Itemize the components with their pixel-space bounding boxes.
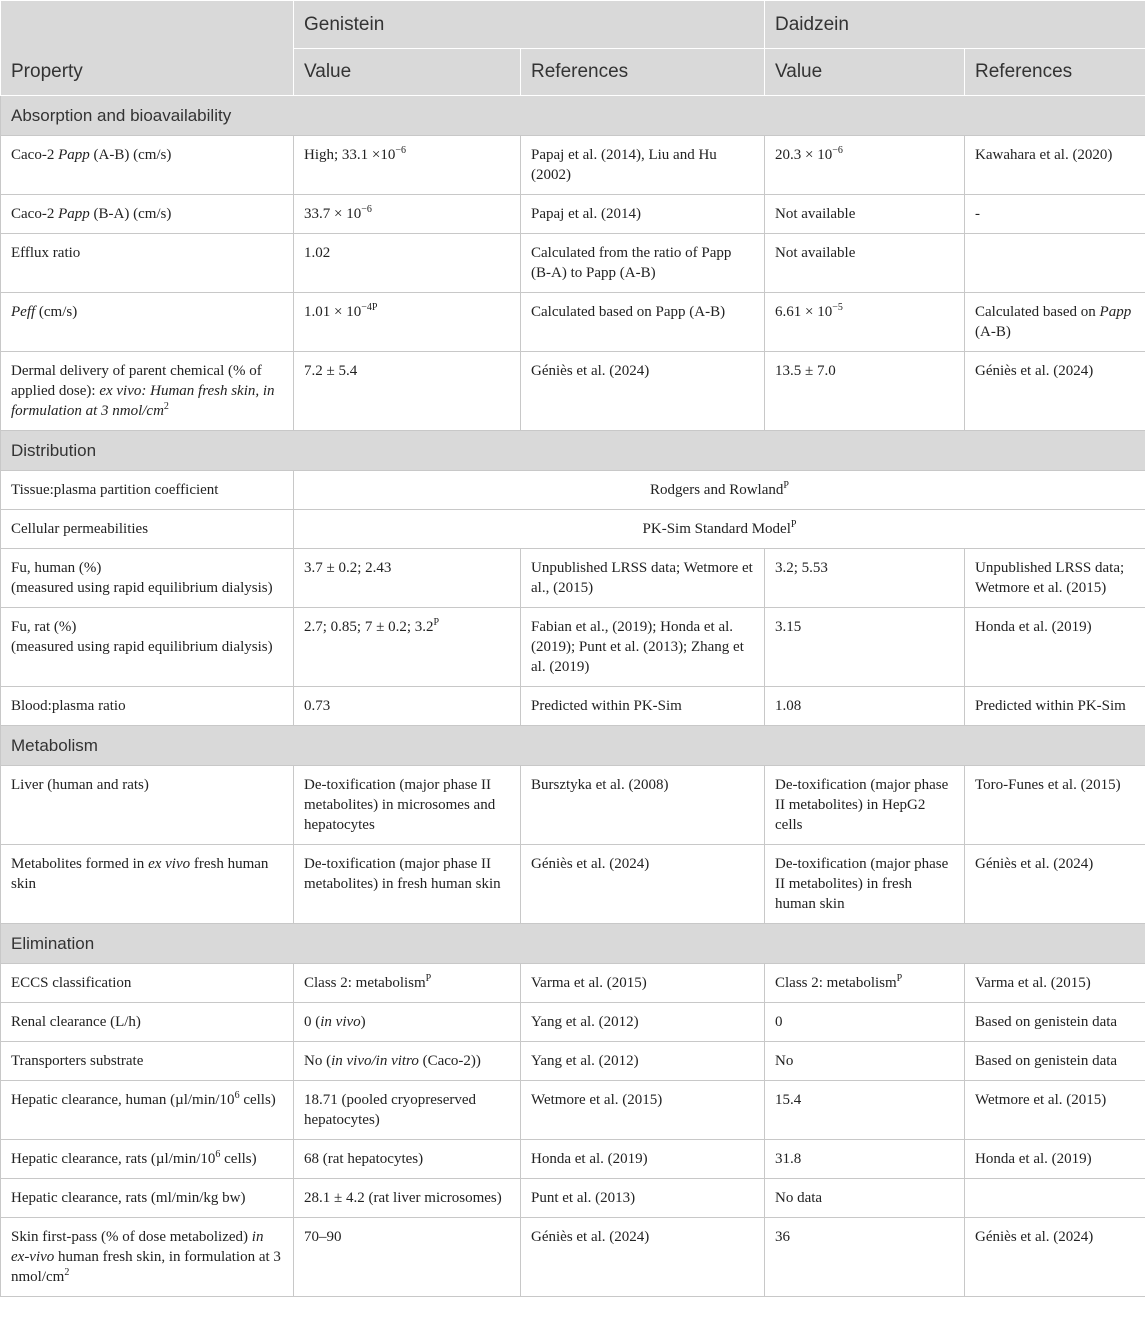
italic-text: Papp xyxy=(1099,304,1132,320)
daidzein-reference-cell: Based on genistein data xyxy=(965,1042,1145,1081)
daidzein-reference-cell: Géniès et al. (2024) xyxy=(965,352,1145,431)
section-title: Absorption and bioavailability xyxy=(1,96,1145,136)
property-column-header: Property xyxy=(1,1,294,96)
genistein-reference-cell: Géniès et al. (2024) xyxy=(521,352,765,431)
daidzein-reference-cell: Honda et al. (2019) xyxy=(965,608,1145,687)
genistein-reference-cell: Calculated based on Papp (A-B) xyxy=(521,293,765,352)
table-row xyxy=(1,608,1145,687)
genistein-reference-cell: Honda et al. (2019) xyxy=(521,1140,765,1179)
property-cell: Transporters substrate xyxy=(1,1042,294,1081)
section-title: Metabolism xyxy=(1,726,1145,766)
daidzein-reference-cell: Géniès et al. (2024) xyxy=(965,1218,1145,1297)
daidzein-value-cell: 15.4 xyxy=(765,1081,965,1140)
table-row xyxy=(1,964,1145,1003)
genistein-reference-cell: Géniès et al. (2024) xyxy=(521,1218,765,1297)
daidzein-group-header: Daidzein xyxy=(765,1,1145,49)
genistein-reference-cell: Calculated from the ratio of Papp (B-A) to Papp (A-B) xyxy=(521,234,765,293)
genistein-value-cell: De-toxification (major phase II metabolites) in fresh human skin xyxy=(294,845,521,924)
genistein-reference-cell: Yang et al. (2012) xyxy=(521,1003,765,1042)
table-row xyxy=(1,549,1145,608)
daidzein-value-cell: 0 xyxy=(765,1003,965,1042)
section-title: Distribution xyxy=(1,431,1145,471)
daidzein-reference-cell xyxy=(965,234,1145,293)
genistein-value-cell: De-toxification (major phase II metabolites) in microsomes and hepatocytes xyxy=(294,766,521,845)
property-cell: Hepatic clearance, rats ($\mu l/\min/10^6$ cells) xyxy=(1,1140,294,1179)
genistein-reference-cell: Papaj et al. (2014), Liu and Hu (2002) xyxy=(521,136,765,195)
table-row xyxy=(1,352,1145,431)
table-body xyxy=(1,96,1145,1297)
section-row xyxy=(1,96,1145,136)
superscript: P xyxy=(896,973,903,984)
genistein-value-cell: 70–90 xyxy=(294,1218,521,1297)
italic-text: ex vivo xyxy=(148,856,191,872)
genistein-value-header: Value xyxy=(294,49,521,96)
section-row xyxy=(1,431,1145,471)
italic-text: Papp xyxy=(58,206,90,222)
genistein-reference-cell: Punt et al. (2013) xyxy=(521,1179,765,1218)
genistein-references-header: References xyxy=(521,49,765,96)
table-row xyxy=(1,687,1145,726)
table-row xyxy=(1,1140,1145,1179)
daidzein-value-cell: $6.61 \times 10^{-5}$ xyxy=(765,293,965,352)
table-row xyxy=(1,1003,1145,1042)
italic-text: Peff xyxy=(11,304,36,320)
italic-text: in vivo/in vitro xyxy=(331,1053,419,1069)
property-cell: Fu, human (%) (measured using rapid equilibrium dialysis) xyxy=(1,549,294,608)
superscript: 2 xyxy=(163,401,169,412)
property-cell: Caco-2 Papp (A-B) (cm/s) xyxy=(1,136,294,195)
genistein-reference-cell: Géniès et al. (2024) xyxy=(521,845,765,924)
genistein-reference-cell: Papaj et al. (2014) xyxy=(521,195,765,234)
superscript: −4P xyxy=(361,302,378,313)
genistein-reference-cell: Wetmore et al. (2015) xyxy=(521,1081,765,1140)
superscript: −6 xyxy=(832,145,843,156)
superscript: −5 xyxy=(832,302,843,313)
daidzein-value-header: Value xyxy=(765,49,965,96)
genistein-value-cell: 2.7; 0.85; 7 ± 0.2; $3.2^P$ xyxy=(294,608,521,687)
genistein-reference-cell: Bursztyka et al. (2008) xyxy=(521,766,765,845)
superscript: P xyxy=(433,617,440,628)
table-row xyxy=(1,136,1145,195)
superscript: P xyxy=(783,480,789,491)
genistein-value-cell: 18.71 (pooled cryopreserved hepatocytes) xyxy=(294,1081,521,1140)
property-cell: Fu, rat (%) (measured using rapid equilibrium dialysis) xyxy=(1,608,294,687)
table-row xyxy=(1,293,1145,352)
table-row xyxy=(1,845,1145,924)
daidzein-reference-cell: - xyxy=(965,195,1145,234)
superscript: 6 xyxy=(234,1090,240,1101)
superscript: 6 xyxy=(215,1149,221,1160)
genistein-value-cell: 28.1 ± 4.2 (rat liver microsomes) xyxy=(294,1179,521,1218)
daidzein-reference-cell: Toro-Funes et al. (2015) xyxy=(965,766,1145,845)
genistein-value-cell: 68 (rat hepatocytes) xyxy=(294,1140,521,1179)
superscript: 2 xyxy=(64,1267,70,1278)
table-row xyxy=(1,471,1145,510)
genistein-reference-cell: Unpublished LRSS data; Wetmore et al., (2015) xyxy=(521,549,765,608)
merged-value-cell: PK-Sim Standard Model$^P$ xyxy=(294,510,1145,549)
table-row xyxy=(1,1081,1145,1140)
genistein-reference-cell: Predicted within PK-Sim xyxy=(521,687,765,726)
italic-text: in ex-vivo xyxy=(11,1229,264,1265)
daidzein-reference-cell xyxy=(965,1179,1145,1218)
genistein-reference-cell: Yang et al. (2012) xyxy=(521,1042,765,1081)
property-cell: Liver (human and rats) xyxy=(1,766,294,845)
table-row xyxy=(1,510,1145,549)
daidzein-value-cell: 36 xyxy=(765,1218,965,1297)
property-cell: Peff (cm/s) xyxy=(1,293,294,352)
table-row xyxy=(1,1218,1145,1297)
daidzein-reference-cell: Calculated based on Papp (A-B) xyxy=(965,293,1145,352)
superscript: P xyxy=(425,973,432,984)
daidzein-value-cell: Not available xyxy=(765,234,965,293)
table-row xyxy=(1,766,1145,845)
property-cell: Blood:plasma ratio xyxy=(1,687,294,726)
genistein-group-header: Genistein xyxy=(294,1,765,49)
daidzein-value-cell: Not available xyxy=(765,195,965,234)
daidzein-value-cell: 31.8 xyxy=(765,1140,965,1179)
section-title: Elimination xyxy=(1,924,1145,964)
property-cell: Renal clearance (L/h) xyxy=(1,1003,294,1042)
daidzein-reference-cell: Honda et al. (2019) xyxy=(965,1140,1145,1179)
daidzein-value-cell: No xyxy=(765,1042,965,1081)
property-cell: Hepatic clearance, human ($\mu l/\min/10^6$ cells) xyxy=(1,1081,294,1140)
daidzein-reference-cell: Varma et al. (2015) xyxy=(965,964,1145,1003)
daidzein-value-cell: 3.15 xyxy=(765,608,965,687)
italic-text: Papp xyxy=(58,147,90,163)
genistein-value-cell: 3.7 ± 0.2; 2.43 xyxy=(294,549,521,608)
property-cell: Efflux ratio xyxy=(1,234,294,293)
genistein-value-cell: 0 (in vivo) xyxy=(294,1003,521,1042)
daidzein-reference-cell: Unpublished LRSS data; Wetmore et al. (2015) xyxy=(965,549,1145,608)
table-header xyxy=(1,1,1145,96)
daidzein-value-cell: Class 2: metabolism$^P$ xyxy=(765,964,965,1003)
table-row xyxy=(1,1179,1145,1218)
superscript: −6 xyxy=(361,204,372,215)
genistein-reference-cell: Fabian et al., (2019); Honda et al. (2019); Punt et al. (2013); Zhang et al. (2019) xyxy=(521,608,765,687)
daidzein-reference-cell: Kawahara et al. (2020) xyxy=(965,136,1145,195)
daidzein-value-cell: De-toxification (major phase II metabolites) in HepG2 cells xyxy=(765,766,965,845)
genistein-value-cell: 1.02 xyxy=(294,234,521,293)
genistein-value-cell: $33.7 \times 10^{-6}$ xyxy=(294,195,521,234)
superscript: −6 xyxy=(395,145,407,156)
property-cell: ECCS classification xyxy=(1,964,294,1003)
table-row xyxy=(1,1042,1145,1081)
property-cell: Tissue:plasma partition coefficient xyxy=(1,471,294,510)
italic-text: in vivo xyxy=(320,1014,361,1030)
genistein-value-cell: 0.73 xyxy=(294,687,521,726)
table-row xyxy=(1,234,1145,293)
italic-text: ex vivo: Human fresh skin, in formulation at 3 nmol/cm xyxy=(11,383,275,419)
genistein-value-cell: No (in vivo/in vitro (Caco-2)) xyxy=(294,1042,521,1081)
daidzein-reference-cell: Géniès et al. (2024) xyxy=(965,845,1145,924)
genistein-value-cell: 7.2 ± 5.4 xyxy=(294,352,521,431)
property-cell: Skin first-pass (% of dose metabolized) in ex-vivo human fresh skin, in formulation at 3 nmol/$cm^2$ xyxy=(1,1218,294,1297)
daidzein-references-header: References xyxy=(965,49,1145,96)
table-row xyxy=(1,195,1145,234)
property-cell: Cellular permeabilities xyxy=(1,510,294,549)
merged-value-cell: Rodgers and Rowland$^P$ xyxy=(294,471,1145,510)
daidzein-value-cell: 13.5 ± 7.0 xyxy=(765,352,965,431)
daidzein-value-cell: De-toxification (major phase II metabolites) in fresh human skin xyxy=(765,845,965,924)
daidzein-reference-cell: Wetmore et al. (2015) xyxy=(965,1081,1145,1140)
daidzein-reference-cell: Based on genistein data xyxy=(965,1003,1145,1042)
section-row xyxy=(1,726,1145,766)
property-cell: Hepatic clearance, rats (ml/min/kg bw) xyxy=(1,1179,294,1218)
property-cell: Caco-2 Papp (B-A) (cm/s) xyxy=(1,195,294,234)
daidzein-value-cell: 3.2; 5.53 xyxy=(765,549,965,608)
daidzein-value-cell: $20.3 \times 10^{-6}$ xyxy=(765,136,965,195)
section-row xyxy=(1,924,1145,964)
daidzein-value-cell: No data xyxy=(765,1179,965,1218)
genistein-value-cell: Class 2: metabolism$^P$ xyxy=(294,964,521,1003)
property-cell: Metabolites formed in ex vivo fresh human skin xyxy=(1,845,294,924)
superscript: P xyxy=(790,519,797,530)
genistein-value-cell: High; $33.1 \times 10^{-6}$ xyxy=(294,136,521,195)
property-cell: Dermal delivery of parent chemical (% of applied dose): ex vivo: Human fresh skin, in formulation at 3 nmol/$cm^2$ xyxy=(1,352,294,431)
genistein-reference-cell: Varma et al. (2015) xyxy=(521,964,765,1003)
genistein-value-cell: $1.01 \times 10^{-4P}$ xyxy=(294,293,521,352)
daidzein-value-cell: 1.08 xyxy=(765,687,965,726)
daidzein-reference-cell: Predicted within PK-Sim xyxy=(965,687,1145,726)
